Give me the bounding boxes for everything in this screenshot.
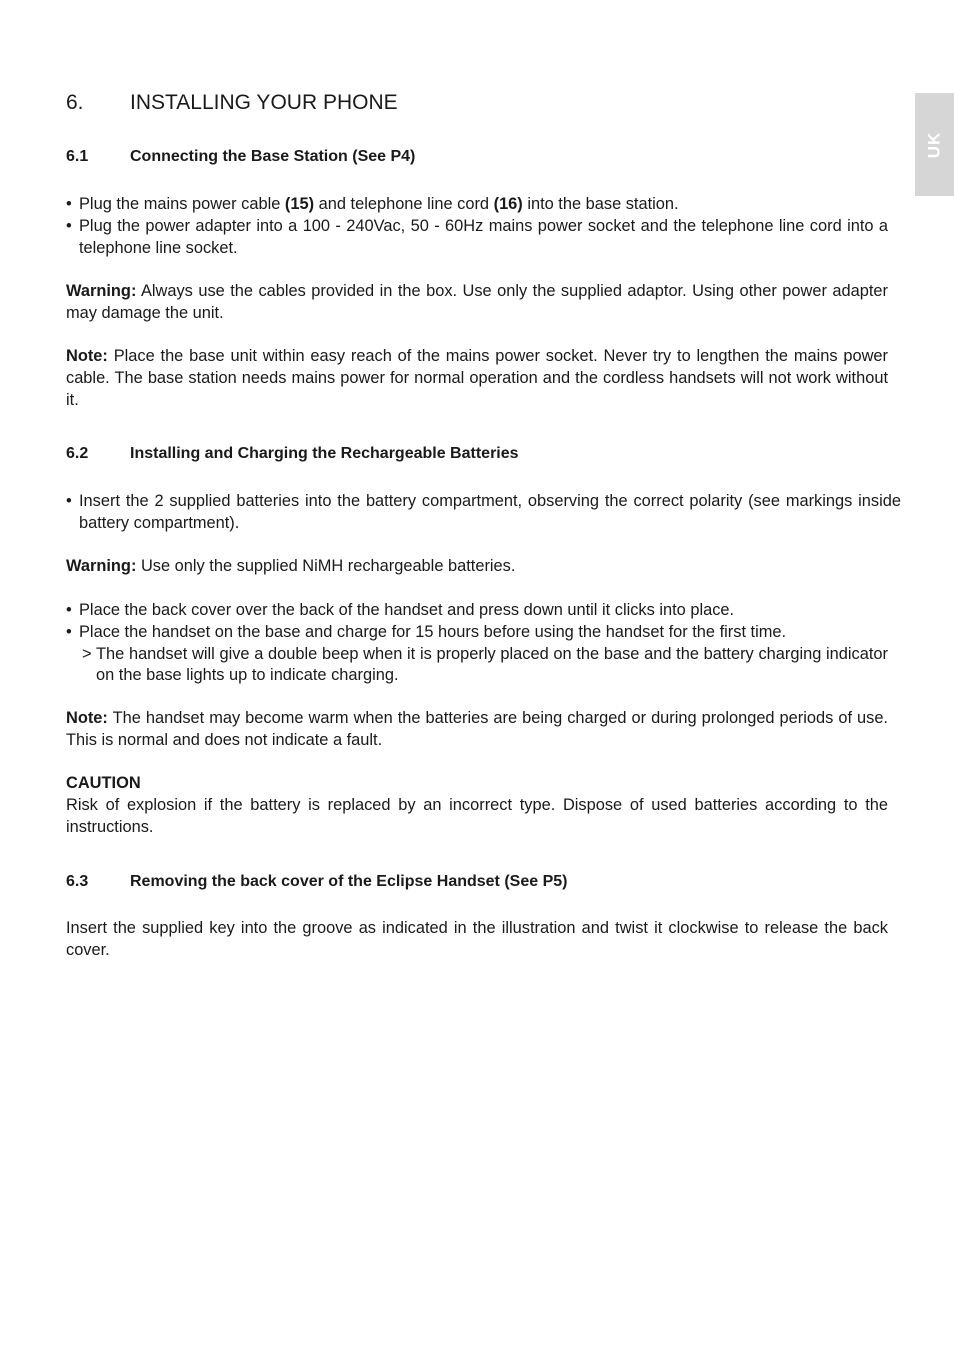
section-title: Installing and Charging the Rechargeable Batteries [130, 445, 519, 462]
caution-heading: CAUTION [66, 774, 141, 792]
section-6-1-bullets [66, 194, 888, 259]
note-paragraph: Note: Place the base unit within easy reach of the mains power socket. Never try to lengthen the mains power cable. The base station needs mains power for normal operation and the cordless handsets will not work without it. [66, 347, 888, 409]
arrow-glyph: > [82, 644, 92, 663]
bullet-glyph: • [66, 216, 72, 235]
list-item: • Plug the mains power cable (15) and telephone line cord (16) into the base station. [66, 194, 888, 216]
section-number: 6.3 [66, 873, 89, 890]
warning-label: Warning: [66, 557, 137, 575]
chapter-title: INSTALLING YOUR PHONE [130, 91, 398, 114]
language-tab-label: UK [924, 131, 944, 158]
caution-block [66, 773, 888, 838]
section-number: 6.2 [66, 445, 89, 462]
caution-text: Risk of explosion if the battery is replaced by an incorrect type. Dispose of used batteries according to the instructions. [66, 795, 888, 836]
section-6-1-heading [66, 147, 888, 167]
section-6-3-paragraph: Insert the supplied key into the groove as indicated in the illustration and twist it clockwise to release the back cover. [66, 919, 888, 959]
note-label: Note: [66, 347, 108, 365]
list-item: • Plug the power adapter into a 100 - 240Vac, 50 - 60Hz mains power socket and the telephone line cord into a telephone line socket. [66, 216, 888, 257]
list-item: • Place the back cover over the back of the handset and press down until it clicks into place. [66, 600, 888, 622]
section-6-2-heading [66, 444, 888, 464]
language-tab [915, 93, 954, 196]
note-paragraph: Note: The handset may become warm when the batteries are being charged or during prolonged periods of use. This is normal and does not indicate a fault. [66, 709, 888, 749]
warning-paragraph: Warning: Use only the supplied NiMH rechargeable batteries. [66, 557, 516, 575]
section-title: Connecting the Base Station (See P4) [130, 148, 416, 165]
list-item: • Place the handset on the base and charge for 15 hours before using the handset for the first time. [66, 622, 888, 644]
note-label: Note: [66, 709, 108, 727]
section-6-3-heading [66, 872, 888, 892]
sub-list-item: > The handset will give a double beep when it is properly placed on the base and the battery charging indicator on the base lights up to indicate charging. [82, 644, 888, 685]
section-number: 6.1 [66, 148, 89, 165]
chapter-number: 6. [66, 91, 84, 114]
section-title: Removing the back cover of the Eclipse Handset (See P5) [130, 873, 568, 890]
warning-label: Warning: [66, 282, 137, 300]
bullet-glyph: • [66, 601, 72, 619]
warning-paragraph: Warning: Always use the cables provided in the box. Use only the supplied adaptor. Using other power adapter may damage the unit. [66, 282, 888, 322]
chapter-heading [66, 90, 888, 116]
list-item: • Insert the 2 supplied batteries into the battery compartment, observing the correct polarity (see markings inside battery compartment). [66, 492, 901, 532]
bullet-glyph: • [66, 622, 72, 641]
section-6-2-bullets [66, 600, 888, 687]
bullet-glyph: • [66, 195, 72, 213]
bullet-glyph: • [66, 492, 72, 510]
document-page [66, 0, 901, 959]
